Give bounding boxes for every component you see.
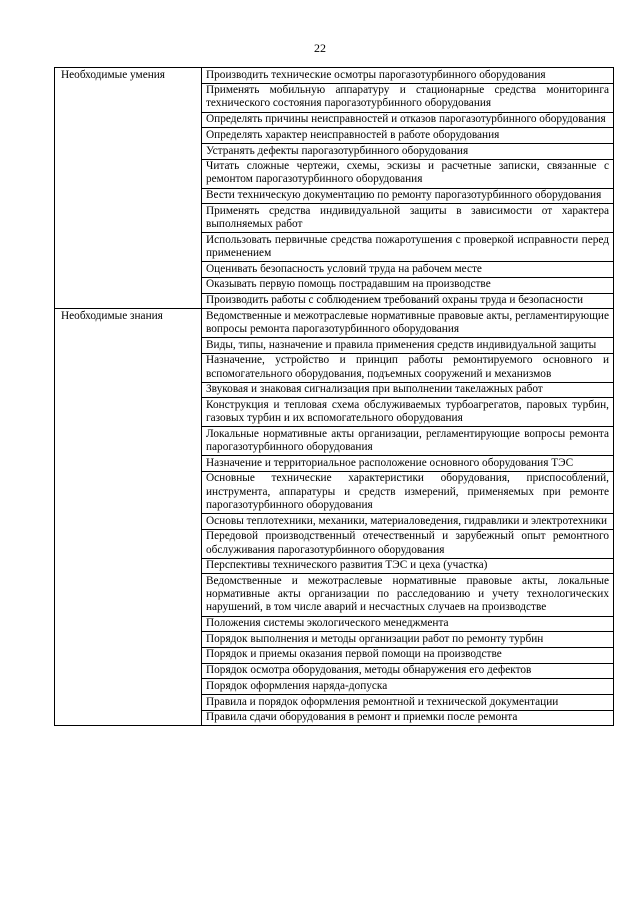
requirement-item: Основные технические характеристики оборудования, приспособлений, инструмента, аппаратуры и средств измерений, применяемых при ремонте парогазотурбинного оборудования: [202, 471, 614, 513]
requirement-item: Передовой производственный отечественный и зарубежный опыт ремонтного обслуживания парогазотурбинного оборудования: [202, 529, 614, 558]
section-label: Необходимые умения: [55, 68, 202, 309]
requirement-item: Виды, типы, назначение и правила применения средств индивидуальной защиты: [202, 338, 614, 354]
requirement-item: Производить работы с соблюдением требований охраны труда и безопасности: [202, 293, 614, 309]
requirement-item: Устранять дефекты парогазотурбинного оборудования: [202, 144, 614, 160]
requirement-item: Оценивать безопасность условий труда на рабочем месте: [202, 262, 614, 278]
requirement-item: Применять мобильную аппаратуру и стационарные средства мониторинга технического состояния парогазотурбинного оборудования: [202, 83, 614, 112]
requirement-item: Звуковая и знаковая сигнализация при выполнении такелажных работ: [202, 382, 614, 398]
requirement-item: Правила и порядок оформления ремонтной и технической документации: [202, 695, 614, 711]
requirement-item: Определять причины неисправностей и отказов парогазотурбинного оборудования: [202, 112, 614, 128]
requirements-table: [54, 67, 614, 726]
requirement-item: Перспективы технического развития ТЭС и цеха (участка): [202, 558, 614, 574]
requirement-item: Применять средства индивидуальной защиты в зависимости от характера выполняемых работ: [202, 204, 614, 233]
requirement-item: Конструкция и тепловая схема обслуживаемых турбоагрегатов, паровых турбин, газовых турбин и их вспомогательного оборудования: [202, 398, 614, 427]
requirement-item: Локальные нормативные акты организации, регламентирующие вопросы ремонта парогазотурбинного оборудования: [202, 427, 614, 456]
requirement-item: Назначение, устройство и принцип работы ремонтируемого основного и вспомогательного оборудования, подъемных сооружений и механизмов: [202, 353, 614, 382]
requirement-item: Определять характер неисправностей в работе оборудования: [202, 128, 614, 144]
requirement-item: Ведомственные и межотраслевые нормативные правовые акты, локальные нормативные акты организации по расследованию и учету технологических нарушений, в том числе аварий и несчастных случаев на производстве: [202, 574, 614, 616]
requirement-item: Порядок оформления наряда-допуска: [202, 679, 614, 695]
table-row: [55, 309, 614, 338]
requirement-item: Порядок выполнения и методы организации работ по ремонту турбин: [202, 632, 614, 648]
page-number: 22: [314, 41, 326, 55]
requirement-item: Правила сдачи оборудования в ремонт и приемки после ремонта: [202, 710, 614, 726]
requirements-table-body: [55, 68, 614, 726]
table-row: [55, 68, 614, 84]
requirement-item: Основы теплотехники, механики, материаловедения, гидравлики и электротехники: [202, 514, 614, 530]
requirement-item: Назначение и территориальное расположение основного оборудования ТЭС: [202, 456, 614, 472]
requirement-item: Порядок и приемы оказания первой помощи на производстве: [202, 647, 614, 663]
section-label: Необходимые знания: [55, 309, 202, 726]
requirement-item: Оказывать первую помощь пострадавшим на производстве: [202, 277, 614, 293]
requirement-item: Использовать первичные средства пожаротушения с проверкой исправности перед применением: [202, 233, 614, 262]
requirement-item: Ведомственные и межотраслевые нормативные правовые акты, регламентирующие вопросы ремонта парогазотурбинного оборудования: [202, 309, 614, 338]
requirement-item: Читать сложные чертежи, схемы, эскизы и расчетные записки, связанные с ремонтом парогазотурбинного оборудования: [202, 159, 614, 188]
requirement-item: Вести техническую документацию по ремонту парогазотурбинного оборудования: [202, 188, 614, 204]
requirement-item: Производить технические осмотры парогазотурбинного оборудования: [202, 68, 614, 84]
requirement-item: Порядок осмотра оборудования, методы обнаружения его дефектов: [202, 663, 614, 679]
requirement-item: Положения системы экологического менеджмента: [202, 616, 614, 632]
